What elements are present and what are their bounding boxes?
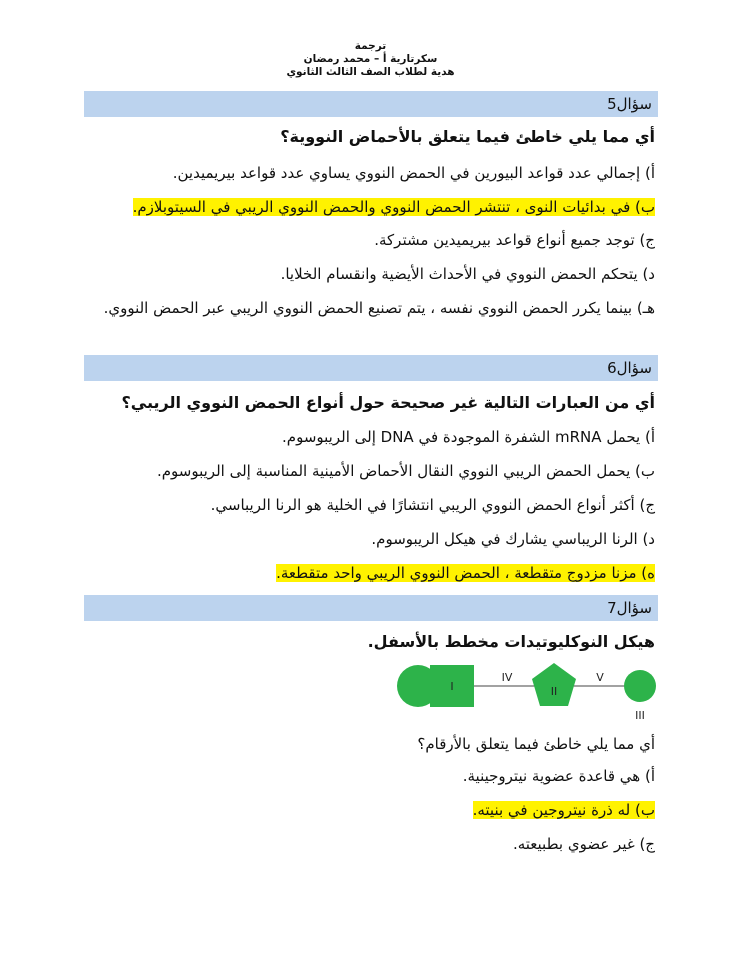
question-6-option-b: ب) يحمل الحمض الريبي النووي النقال الأحماض الأمينية المناسبة إلى الريبوسوم. <box>156 462 655 480</box>
diagram-label-iii: III <box>635 709 645 722</box>
question-6-bar <box>84 355 658 381</box>
question-6-option-e-highlight: ه) مزنا مزدوج متقطعة ، الحمض النووي الريبي واحد متقطعة. <box>276 564 655 582</box>
diagram-circle-iii <box>624 670 656 702</box>
question-7-option-b <box>95 800 655 820</box>
question-5-text: أي مما يلي خاطئ فيما يتعلق بالأحماض النووية؟ <box>280 127 655 146</box>
header-dedication: هدية لطلاب الصف الثالث الثانوي <box>286 66 455 78</box>
question-5-option-e: هـ) بينما يكرر الحمض النووي نفسه ، يتم تصنيع الحمض النووي الريبي عبر الحمض النووي. <box>103 299 655 317</box>
question-7-text: أي مما يلي خاطئ فيما يتعلق بالأرقام؟ <box>417 735 655 753</box>
question-5-bar <box>84 91 658 117</box>
diagram-label-ii: II <box>550 685 558 698</box>
question-6-option-c: ج) أكثر أنواع الحمض النووي الريبي انتشارًا في الخلية هو الرنا الريباسي. <box>210 496 655 514</box>
question-5-option-b-highlight: ب) في بدائيات النوى ، تنتشر الحمض النووي والحمض النووي الريبي في السيتوبلازم. <box>132 198 655 216</box>
question-7-option-c: ج) غير عضوي بطبيعته. <box>512 835 655 853</box>
diagram-label-i: I <box>450 680 454 693</box>
question-6-text: أي من العبارات التالية غير صحيحة حول أنواع الحمض النووي الريبي؟ <box>121 393 655 412</box>
page-header <box>0 40 741 79</box>
question-6-option-d: د) الرنا الريباسي يشارك في هيكل الريبوسوم. <box>371 530 655 548</box>
question-5-option-c: ج) توجد جميع أنواع قواعد بيريميدين مشتركة. <box>374 231 655 249</box>
question-6-label: سؤال6 <box>607 359 652 377</box>
question-7-option-b-highlight: ب) له ذرة نيتروجين في بنيته. <box>472 801 655 819</box>
question-7-bar <box>84 595 658 621</box>
nucleotide-diagram <box>390 655 660 725</box>
question-7-label: سؤال7 <box>607 599 652 617</box>
question-5-option-a: أ) إجمالي عدد قواعد البيورين في الحمض النووي يساوي عدد قواعد بيريميدين. <box>172 164 655 182</box>
question-7-intro: هيكل النوكليوتيدات مخطط بالأسفل. <box>367 632 655 651</box>
diagram-label-v: V <box>596 671 604 684</box>
question-7-option-a: أ) هي قاعدة عضوية نيتروجينية. <box>462 767 655 785</box>
question-6-option-e <box>95 563 655 583</box>
question-5-option-b <box>95 197 655 217</box>
question-5-option-d: د) يتحكم الحمض النووي في الأحداث الأيضية وانقسام الخلايا. <box>280 265 655 283</box>
header-author: سكرتارية أ – محمد رمضان <box>303 53 438 65</box>
question-5-label: سؤال5 <box>607 95 652 113</box>
question-6-option-a: أ) يحمل mRNA الشفرة الموجودة في DNA إلى الريبوسوم. <box>282 428 655 446</box>
header-title: ترجمة <box>354 40 387 52</box>
diagram-label-iv: IV <box>501 671 513 684</box>
